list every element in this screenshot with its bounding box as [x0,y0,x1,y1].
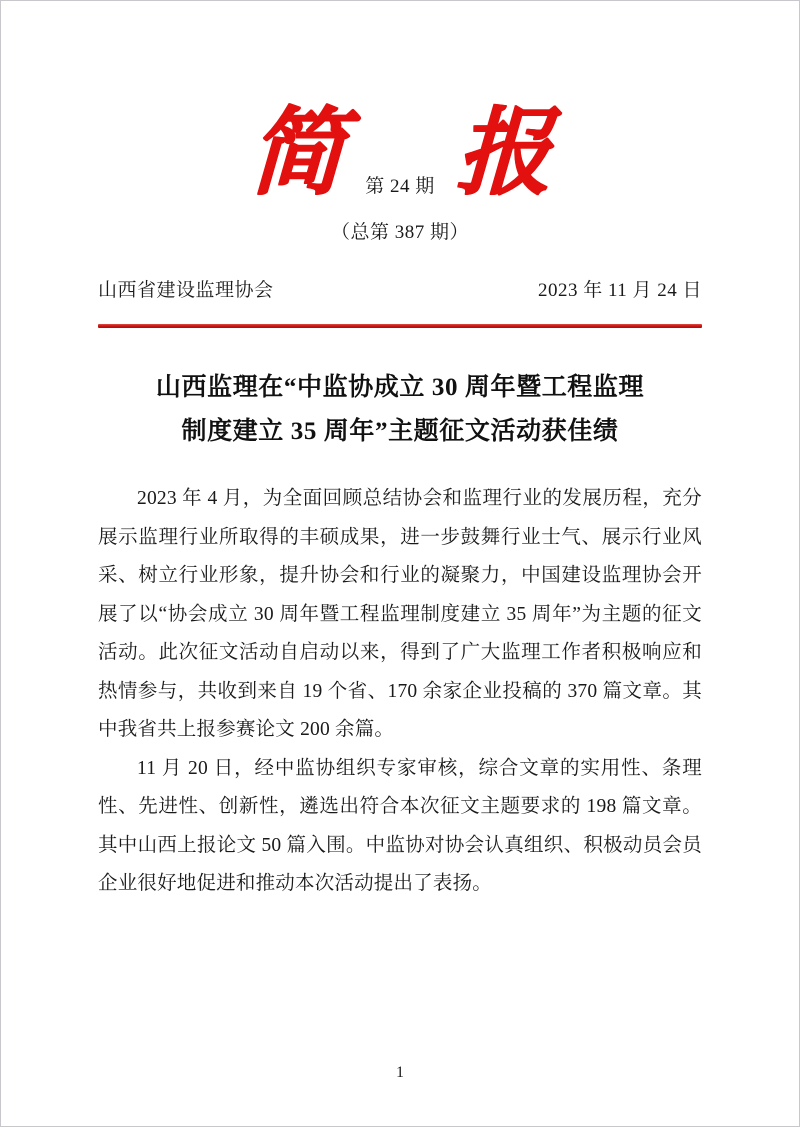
issue-date: 2023 年 11 月 24 日 [537,280,702,301]
body-paragraph-2: 11 月 20 日，经中监协组织专家审核，综合文章的实用性、条理性、先进性、创新性，遴选出符合本次征文主题要求的 198 篇文章。其中山西上报论文 50 篇入围。中监协对协会认真组织、积极动员会员企业很好地促进和推动本次活动提出了表扬。 [98,757,702,894]
body-paragraph-1: 2023 年 4 月，为全面回顾总结协会和监理行业的发展历程，充分展示监理行业所取得的丰硕成果，进一步鼓舞行业士气、展示行业风采、树立行业形象，提升协会和行业的凝聚力，中国建设监理协会开展了以“协会成立 30 周年暨工程监理制度建立 35 周年”为主题的征文活动。此次征文活动自启动以来，得到了广大监理工作者积极响应和热情参与，共收到来自 19 个省、170 余家企业投稿的 370 篇文章。其中我省共上报参赛论文 200 余篇。 [98,488,702,740]
masthead-char-jian: 简 [247,97,346,208]
masthead-char-bao: 报 [454,97,553,208]
page-content-area [1,1,799,1126]
headline-line-1: 山西监理在“中监协成立 30 周年暨工程监理 [155,374,645,401]
masthead-red-rule [98,324,702,328]
issue-cumulative-number: （总第 387 期） [330,222,469,243]
page-number: 1 [396,1064,404,1081]
headline-line-2: 制度建立 35 周年”主题征文活动获佳绩 [181,418,619,445]
article-headline [98,366,702,454]
issue-number: 第 24 期 [365,176,435,197]
issuing-organization: 山西省建设监理协会 [98,280,274,301]
masthead-title [247,97,553,208]
masthead-meta-row [98,275,702,302]
article-body [98,480,702,904]
